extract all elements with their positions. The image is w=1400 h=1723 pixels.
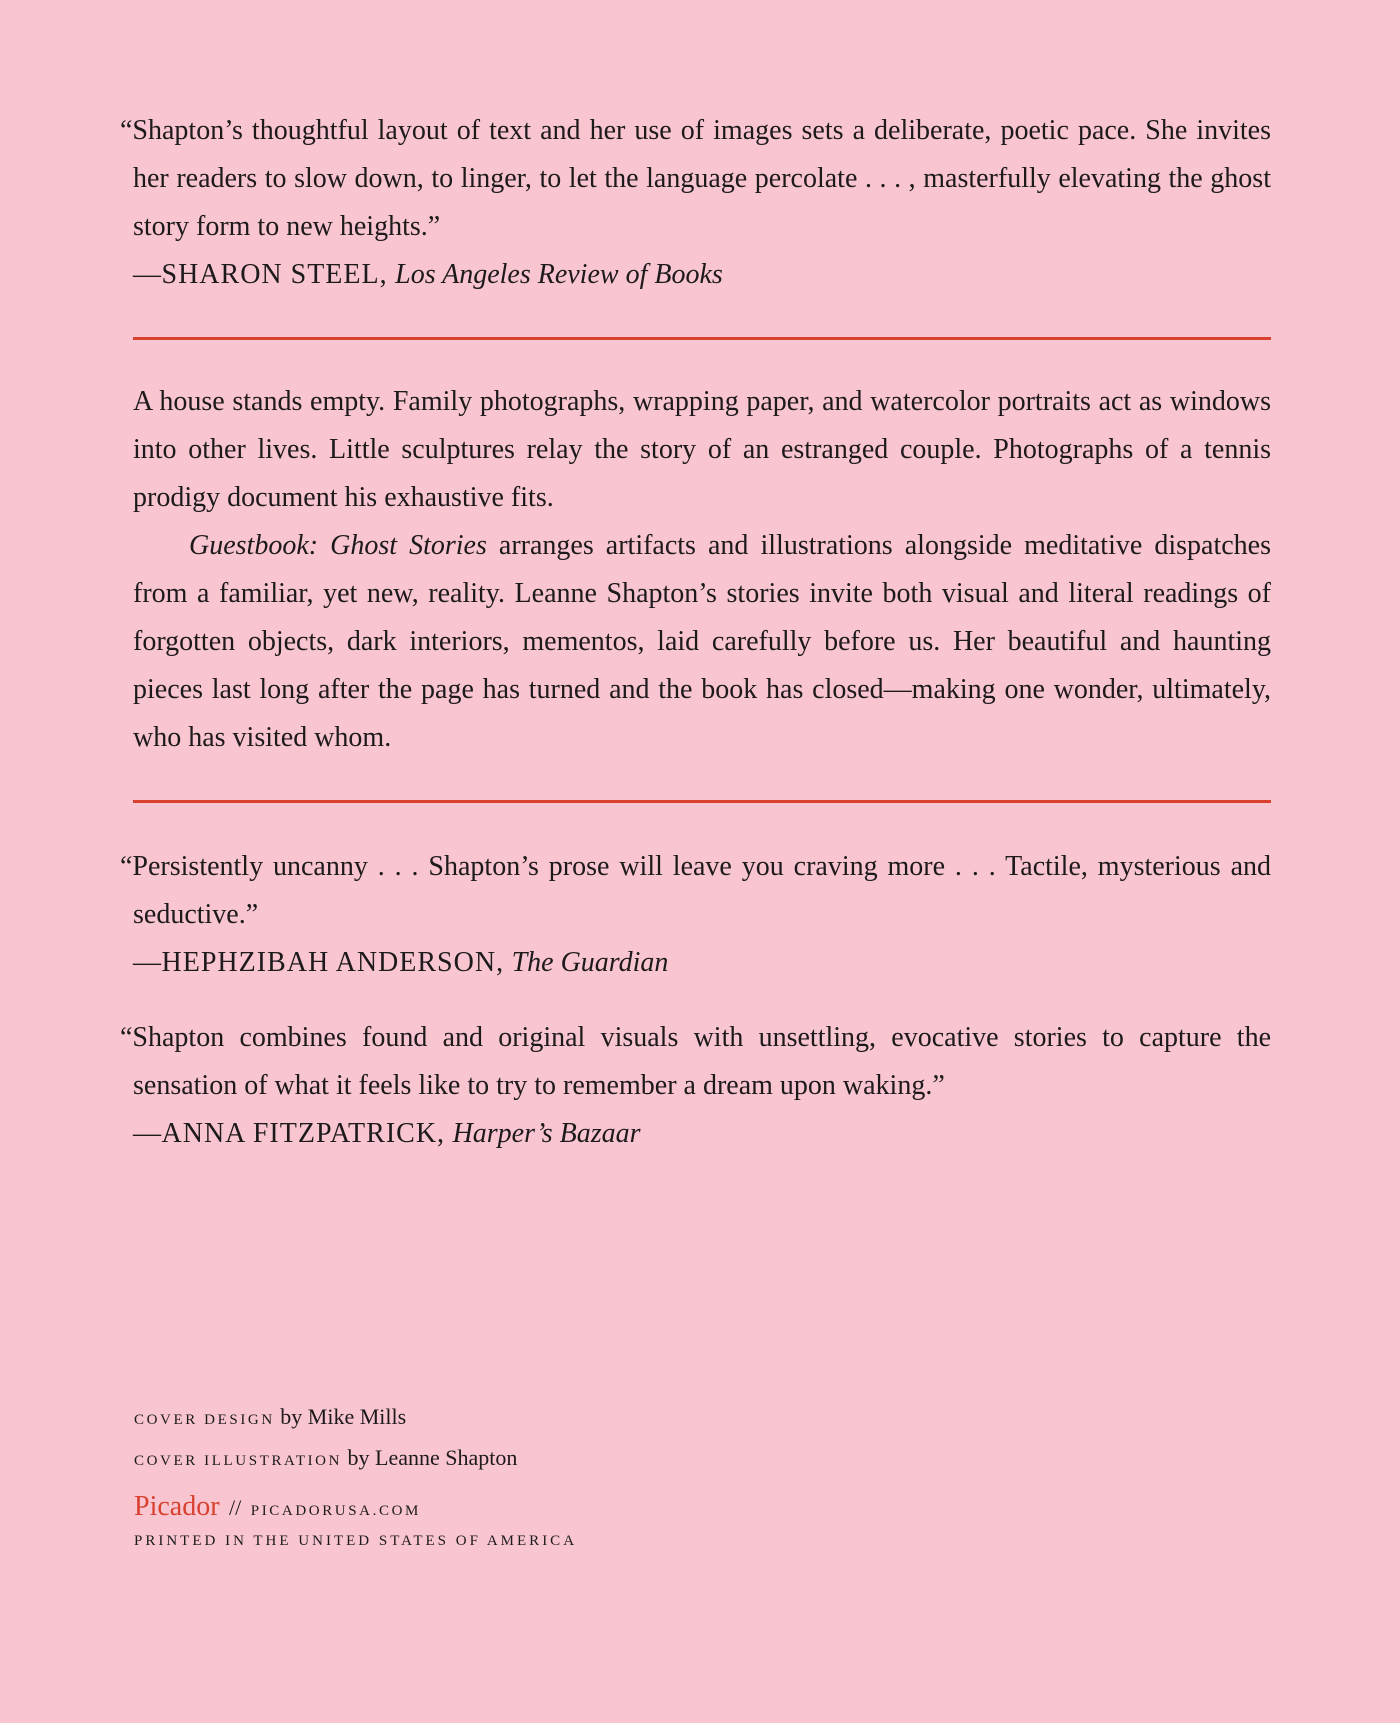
publisher-website: PICADORUSA.COM — [250, 1503, 421, 1519]
book-title: Guestbook: Ghost Stories — [189, 530, 487, 561]
attribution-dash: — — [133, 1118, 162, 1149]
attribution-dash: — — [133, 259, 162, 290]
credit-label: COVER DESIGN — [134, 1412, 275, 1428]
quote-text: “Shapton’s thoughtful layout of text and her use of images sets a deliberate, poetic pace. She invites her readers to slow down, to linger, to let the language percolate . . . , masterfully elevating the ghost story form to new heights.” — [120, 115, 1271, 242]
quote-attribution — [133, 251, 1271, 299]
review-quote-fitzpatrick — [120, 1014, 1271, 1158]
credit-value: by Leanne Shapton — [347, 1445, 518, 1470]
attribution-dash: — — [133, 947, 162, 978]
quote-attribution — [133, 939, 1271, 987]
printed-notice: PRINTED IN THE UNITED STATES OF AMERICA — [134, 1533, 578, 1549]
description-paragraph: A house stands empty. Family photographs, wrapping paper, and watercolor portraits act as windows into other lives. Little sculptures relay the story of an estranged couple. Photographs of a tennis prodigy document his exhaustive fits. — [133, 386, 1271, 513]
review-quote-steel — [120, 107, 1271, 299]
reviewer-name: HEPHZIBAH ANDERSON, — [161, 947, 505, 978]
review-quote-anderson — [120, 843, 1271, 987]
divider-rule — [133, 800, 1271, 803]
publication-name: The Guardian — [511, 947, 669, 978]
separator: // — [229, 1495, 242, 1520]
credit-value: by Mike Mills — [280, 1404, 407, 1429]
credit-label: COVER ILLUSTRATION — [134, 1453, 343, 1469]
publication-name: Harper’s Bazaar — [452, 1118, 641, 1149]
quote-text: “Shapton combines found and original visuals with unsettling, evocative stories to capture the sensation of what it feels like to try to remember a dream upon waking.” — [120, 1022, 1271, 1101]
reviewer-name: ANNA FITZPATRICK, — [161, 1118, 446, 1149]
book-description — [133, 378, 1271, 762]
quote-text: “Persistently uncanny . . . Shapton’s prose will leave you craving more . . . Tactile, mysterious and seductive.” — [120, 851, 1271, 930]
cover-design-credit — [134, 1398, 577, 1439]
publication-name: Los Angeles Review of Books — [395, 259, 723, 290]
quote-attribution — [133, 1110, 1271, 1158]
divider-rule — [133, 337, 1271, 340]
description-paragraph — [133, 522, 1271, 762]
reviewer-name: SHARON STEEL, — [161, 259, 388, 290]
description-text: arranges artifacts and illustrations alongside meditative dispatches from a familiar, yet new, reality. Leanne Shapton’s stories invite both visual and literal readings of forgotten objects, dark interiors, mementos, laid carefully before us. Her beautiful and haunting pieces last long after the page has turned and the book has closed—making one wonder, ultimately, who has visited whom. — [133, 530, 1271, 753]
publisher-line — [134, 1488, 577, 1530]
credits-block — [134, 1398, 577, 1552]
cover-illustration-credit — [134, 1439, 577, 1480]
publisher-logo: Picador — [134, 1491, 220, 1522]
